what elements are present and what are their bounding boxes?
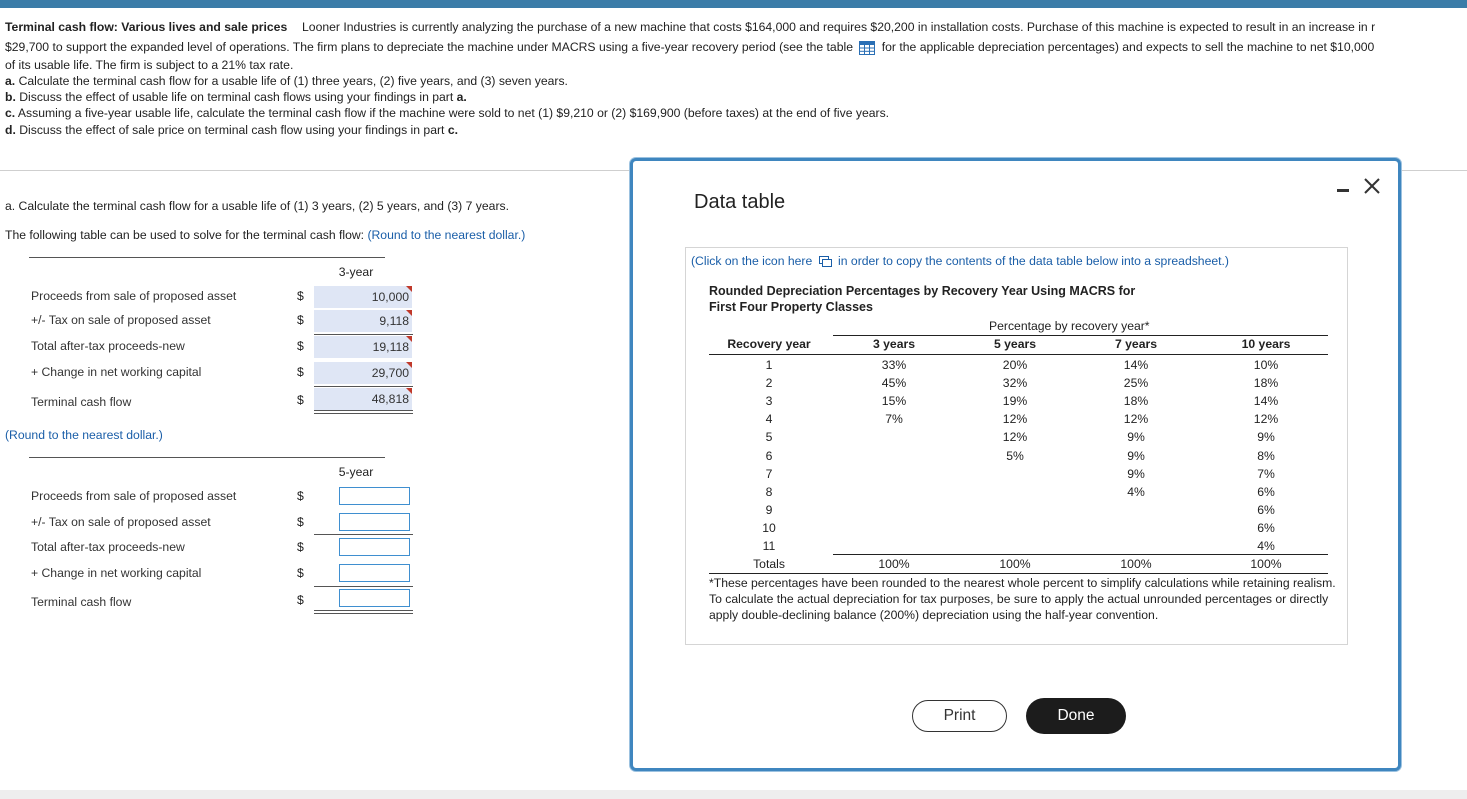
close-icon[interactable] <box>1363 177 1381 195</box>
table-row <box>29 336 409 358</box>
currency-symbol: $ <box>297 339 304 353</box>
part-d-label: d. <box>5 123 16 137</box>
percentage-cell: 18% <box>1253 376 1279 391</box>
currency-symbol: $ <box>297 593 304 607</box>
round-note: (Round to the nearest dollar.) <box>367 228 526 242</box>
recovery-year-cell: 7 <box>765 466 773 481</box>
currency-symbol: $ <box>297 489 304 503</box>
part-b-ref: a. <box>456 90 467 104</box>
part-a-label: a. <box>5 74 16 88</box>
row-label: Terminal cash flow <box>31 595 132 609</box>
recovery-year-cell: 3 <box>765 394 773 409</box>
column-header: 3 years <box>872 337 916 351</box>
table-row <box>29 286 409 308</box>
part-c-label: c. <box>5 106 16 120</box>
header-rule <box>709 354 1328 355</box>
total-double-rule <box>314 610 413 614</box>
table-instruction <box>5 228 525 242</box>
recovery-year-cell: 11 <box>762 539 776 553</box>
percentage-cell: 9% <box>1257 430 1275 445</box>
answer-cell[interactable]: 29,700 <box>314 362 412 384</box>
row-label: Total after-tax proceeds-new <box>31 540 185 554</box>
part-a-prompt: a. Calculate the terminal cash flow for a usable life of (1) 3 years, (2) 5 years, and (3) 7 years. <box>5 199 509 213</box>
bottom-strip <box>0 790 1467 799</box>
table-row <box>29 362 409 384</box>
problem-line3: of its usable life. The firm is subject to a 21% tax rate. <box>5 58 294 72</box>
recovery-year-cell: 4 <box>765 412 773 427</box>
row-label: Proceeds from sale of proposed asset <box>31 489 237 503</box>
table-row <box>29 537 385 559</box>
tax-on-sale-input[interactable] <box>339 513 410 531</box>
header-rule <box>833 335 1328 336</box>
currency-symbol: $ <box>297 540 304 554</box>
part-d-text: Discuss the effect of sale price on terminal cash flow using your findings in part <box>19 123 445 137</box>
table-row <box>29 486 385 508</box>
currency-symbol: $ <box>297 289 304 303</box>
data-table-box <box>685 247 1348 645</box>
table-grid-icon[interactable] <box>859 41 875 55</box>
recovery-year-cell: 8 <box>765 484 773 499</box>
part-a-text: Calculate the terminal cash flow for a usable life of (1) three years, (2) five years, and (3) seven years. <box>18 74 568 88</box>
recovery-year-cell: 10 <box>762 520 776 535</box>
table-row <box>29 388 409 410</box>
part-c-text: Assuming a five-year usable life, calculate the terminal cash flow if the machine were sold to net (1) $9,210 or (2) $169,900 (before taxes) at the end of five years. <box>15 106 890 120</box>
problem-line1: Looner Industries is currently analyzing the purchase of a new machine that costs $164,000 and requires $20,200 in installation costs. Purchase of this machine is expected to result in an increase in r <box>302 20 1376 34</box>
print-button[interactable]: Print <box>912 700 1007 732</box>
column-header: Recovery year <box>727 337 811 351</box>
currency-symbol: $ <box>297 566 304 580</box>
data-table-modal <box>630 158 1401 771</box>
sum-rule <box>314 386 413 387</box>
percentage-cell: 5% <box>1006 448 1024 463</box>
answer-cell[interactable]: 19,118 <box>314 336 412 358</box>
currency-symbol: $ <box>297 515 304 529</box>
percentage-cell: 12% <box>1002 412 1028 427</box>
footnote: *These percentages have been rounded to the nearest whole percent to simplify calculations while retaining realism. To calculate the actual depreciation for tax purposes, be sure to apply the actual unrounded percentages or directly apply double-declining balance (200%) depreciation using the half-year convention. <box>709 576 1336 622</box>
sum-rule <box>314 534 413 535</box>
problem-title: Terminal cash flow: Various lives and sale prices <box>5 20 288 34</box>
copy-spreadsheet-icon[interactable] <box>819 256 832 267</box>
table-row <box>29 588 385 610</box>
row-label: +/- Tax on sale of proposed asset <box>31 313 211 327</box>
row-label: +/- Tax on sale of proposed asset <box>31 515 211 529</box>
currency-symbol: $ <box>297 365 304 379</box>
table-row <box>29 512 385 534</box>
percentage-cell: 14% <box>1123 358 1149 372</box>
percentage-cell: 4% <box>1127 484 1145 499</box>
table-row <box>29 310 409 332</box>
column-header-3yr: 3-year <box>338 265 374 279</box>
copy-note <box>691 254 1229 268</box>
percentage-cell: 9% <box>1127 430 1145 445</box>
percentage-cell: 12% <box>1253 412 1279 427</box>
percentage-cell: 25% <box>1123 376 1149 391</box>
data-table-title-line1: Rounded Depreciation Percentages by Recovery Year Using MACRS for <box>709 284 1136 298</box>
row-label: Proceeds from sale of proposed asset <box>31 289 237 303</box>
row-label: Total after-tax proceeds-new <box>31 339 185 353</box>
percentage-cell: 10% <box>1253 358 1279 372</box>
recovery-year-cell: 1 <box>765 358 773 372</box>
recovery-year-cell: 6 <box>765 448 773 463</box>
percentage-cell: 12% <box>1002 430 1028 445</box>
percentage-cell: 6% <box>1257 484 1275 499</box>
total-cell: 100% <box>1120 557 1152 571</box>
problem-statement <box>5 17 1467 138</box>
percentage-cell: 33% <box>881 358 907 372</box>
part-b-label: b. <box>5 90 16 104</box>
percentage-cell: 12% <box>1123 412 1149 427</box>
currency-symbol: $ <box>297 393 304 407</box>
total-cell: 100% <box>1250 557 1282 571</box>
percentage-cell: 4% <box>1257 539 1275 553</box>
modal-title: Data table <box>694 191 786 213</box>
copy-note-a: (Click on the icon here <box>691 254 813 268</box>
percentage-cell: 9% <box>1127 466 1145 481</box>
column-header: 7 years <box>1114 337 1158 351</box>
copy-note-b: in order to copy the contents of the data table below into a spreadsheet.) <box>838 254 1229 268</box>
sum-rule <box>314 334 413 335</box>
table-instruction-text: The following table can be used to solve for the terminal cash flow: <box>5 228 368 242</box>
minimize-icon[interactable] <box>1337 181 1349 193</box>
percentage-cell: 6% <box>1257 520 1275 535</box>
part-b-text: Discuss the effect of usable life on terminal cash flows using your findings in part <box>19 90 454 104</box>
totals-label: Totals <box>753 557 785 571</box>
total-double-rule <box>314 410 413 414</box>
recovery-year-cell: 5 <box>765 430 773 445</box>
percentage-cell: 9% <box>1127 448 1145 463</box>
percentage-cell: 15% <box>881 394 907 409</box>
percentage-cell: 14% <box>1253 394 1279 409</box>
percentage-cell: 7% <box>1257 466 1275 481</box>
percentage-cell: 18% <box>1123 394 1149 409</box>
recovery-year-cell: 2 <box>765 376 773 391</box>
data-table-title <box>709 283 1135 315</box>
net-working-capital-input[interactable] <box>339 564 410 582</box>
percentage-cell: 32% <box>1002 376 1028 391</box>
top-accent-bar <box>0 0 1467 8</box>
column-header-5yr: 5-year <box>338 465 374 479</box>
percentage-cell: 20% <box>1002 358 1028 372</box>
round-note-2: (Round to the nearest dollar.) <box>5 428 163 442</box>
answer-cell[interactable]: 48,818 <box>314 388 412 410</box>
done-button[interactable]: Done <box>1026 698 1126 734</box>
percentage-cell: 7% <box>885 412 903 427</box>
totals-rule <box>833 554 1328 555</box>
problem-line2a: $29,700 to support the expanded level of operations. The firm plans to depreciate the machine under MACRS using a five-year recovery period (see the table <box>5 40 853 54</box>
currency-symbol: $ <box>297 313 304 327</box>
sum-rule <box>314 586 413 587</box>
percentage-cell: 45% <box>881 376 907 391</box>
percentage-by-year-header: Percentage by recovery year* <box>989 319 1150 333</box>
column-header: 10 years <box>1241 337 1291 351</box>
total-cell: 100% <box>999 557 1031 571</box>
row-label: Terminal cash flow <box>31 395 132 409</box>
table-top-rule <box>29 257 385 258</box>
after-tax-proceeds-input[interactable] <box>339 538 410 556</box>
percentage-cell: 6% <box>1257 502 1275 517</box>
total-cell: 100% <box>878 557 910 571</box>
problem-line2b: for the applicable depreciation percentages) and expects to sell the machine to net $10,000 <box>881 40 1375 54</box>
answer-cell[interactable]: 9,118 <box>314 310 412 332</box>
row-label: + Change in net working capital <box>31 566 202 580</box>
table-top-rule <box>29 457 385 458</box>
table-row <box>29 563 385 585</box>
part-d-ref: c. <box>447 123 458 137</box>
recovery-year-cell: 9 <box>765 502 773 517</box>
percentage-cell: 19% <box>1002 394 1028 409</box>
column-header: 5 years <box>993 337 1037 351</box>
proceeds-input[interactable] <box>339 487 410 505</box>
totals-bottom-rule <box>709 573 1328 574</box>
row-label: + Change in net working capital <box>31 365 202 379</box>
data-table-title-line2: First Four Property Classes <box>709 300 873 314</box>
answer-cell[interactable]: 10,000 <box>314 286 412 308</box>
percentage-cell: 8% <box>1257 448 1275 463</box>
terminal-cash-flow-input[interactable] <box>339 589 410 607</box>
